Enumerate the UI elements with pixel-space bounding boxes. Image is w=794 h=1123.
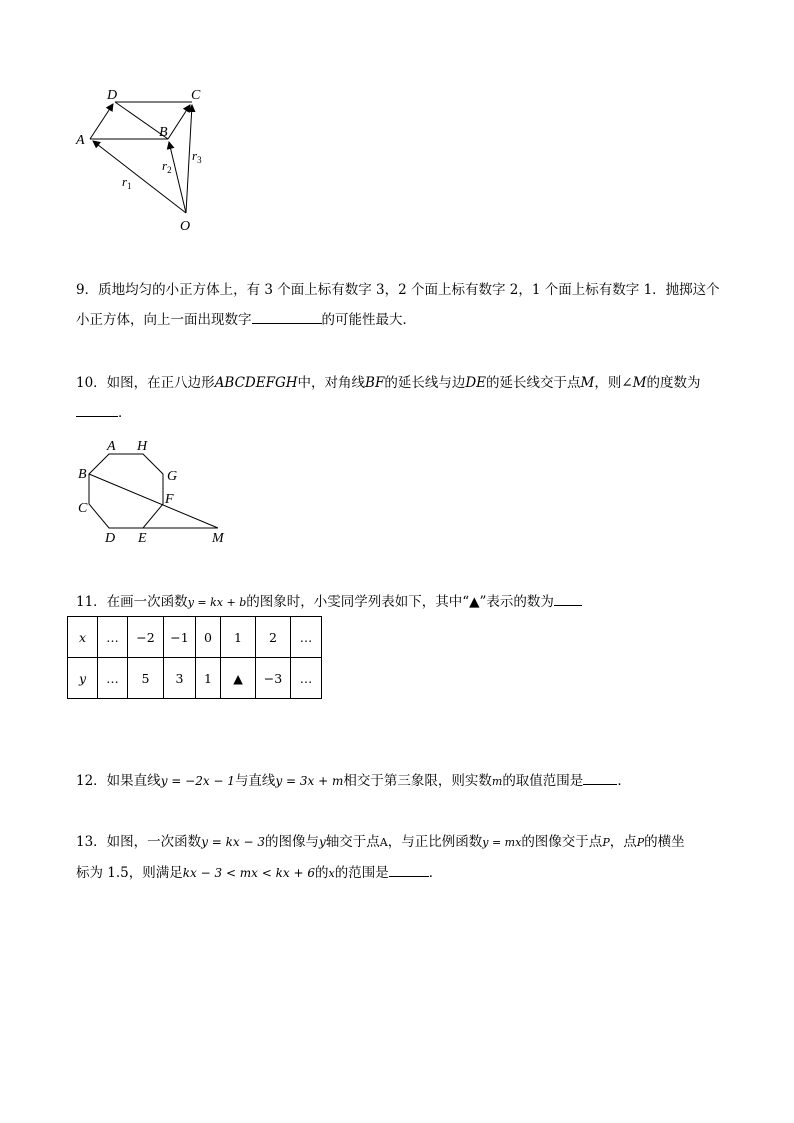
vector-oa	[93, 141, 186, 213]
table-cell: …	[98, 617, 128, 658]
table-cell: …	[291, 658, 322, 699]
point-m-label: M	[212, 531, 224, 546]
question-13-line2: 标为 1.5，则满足kx − 3 < mx < kx + 6的x的范围是 ．	[76, 865, 443, 881]
vertex-h-label: H	[137, 439, 148, 454]
question-9	[76, 275, 726, 335]
vertex-d-label: D	[105, 531, 116, 546]
table-row-x	[68, 617, 322, 658]
table-row-y	[68, 658, 322, 699]
table-cell: 1	[221, 617, 256, 658]
question-9-line2: 小正方体，向上一面出现数字 的可能性最大．	[76, 312, 416, 328]
table-cell: 5	[128, 658, 164, 699]
question-11: 11．在画一次函数y = kx + b的图象时，小雯同学列表如下，其中“▲”表示的数为	[76, 587, 726, 618]
vertex-e-label: E	[138, 531, 147, 546]
table-cell: −2	[128, 617, 164, 658]
table-cell: y	[68, 658, 98, 699]
table-cell: 2	[256, 617, 291, 658]
point-d-label: D	[107, 88, 118, 103]
vertex-c-label: C	[78, 501, 88, 516]
table-cell: −3	[256, 658, 291, 699]
answer-blank-9[interactable]	[252, 312, 322, 324]
question-13	[76, 827, 726, 889]
question-12: 12．如果直线y = −2x − 1与直线y = 3x + m相交于第三象限，则实数m的取值范围是 ．	[76, 773, 631, 789]
diagonal-bm	[89, 474, 218, 528]
question-9-line1: 9．质地均匀的小正方体上，有 3 个面上标有数字 3，2 个面上标有数字 2，1 个面上标有数字 1．抛掷这个	[76, 282, 720, 298]
vector-r2-label: $r_2$	[162, 158, 172, 175]
octagon-shape	[89, 454, 163, 528]
point-c-label: C	[191, 88, 201, 103]
vector-bc	[168, 105, 190, 139]
table-cell: 1	[196, 658, 221, 699]
values-table	[67, 616, 322, 699]
vector-r3-label: $r_3$	[192, 148, 202, 165]
question-10-line2: ．	[76, 398, 726, 428]
vertex-g-label: G	[167, 469, 178, 484]
table-cell: 3	[164, 658, 196, 699]
answer-blank-11[interactable]	[554, 594, 582, 606]
octagon-diagram	[72, 434, 242, 546]
answer-blank-13[interactable]	[389, 865, 429, 877]
point-o-label: O	[180, 219, 191, 234]
table-cell: …	[291, 617, 322, 658]
answer-blank-12[interactable]	[583, 773, 617, 785]
question-10	[76, 368, 726, 428]
table-cell: −1	[164, 617, 196, 658]
question-10-line1: 10．如图，在正八边形ABCDEFGH中，对角线BF的延长线与边DE的延长线交于点M，则∠M的度数为	[76, 375, 701, 391]
table-cell: 0	[196, 617, 221, 658]
vertex-f-label: F	[165, 492, 174, 507]
answer-blank-10[interactable]	[76, 405, 118, 417]
vertex-b-label: B	[78, 467, 87, 482]
table-cell: x	[68, 617, 98, 658]
table-cell: …	[98, 658, 128, 699]
question-13-line1: 13．如图，一次函数y = kx − 3的图像与y轴交于点A，与正比例函数y = mx的图像交于点P，点P的横坐	[76, 834, 685, 850]
vector-ad	[90, 104, 113, 139]
table-cell-triangle: ▲	[221, 658, 256, 699]
point-a-label: A	[76, 133, 85, 148]
point-b-label: B	[159, 125, 168, 140]
vector-r1-label: $r_1$	[122, 174, 132, 191]
vertex-a-label: A	[107, 439, 116, 454]
vector-diagram	[70, 80, 230, 240]
